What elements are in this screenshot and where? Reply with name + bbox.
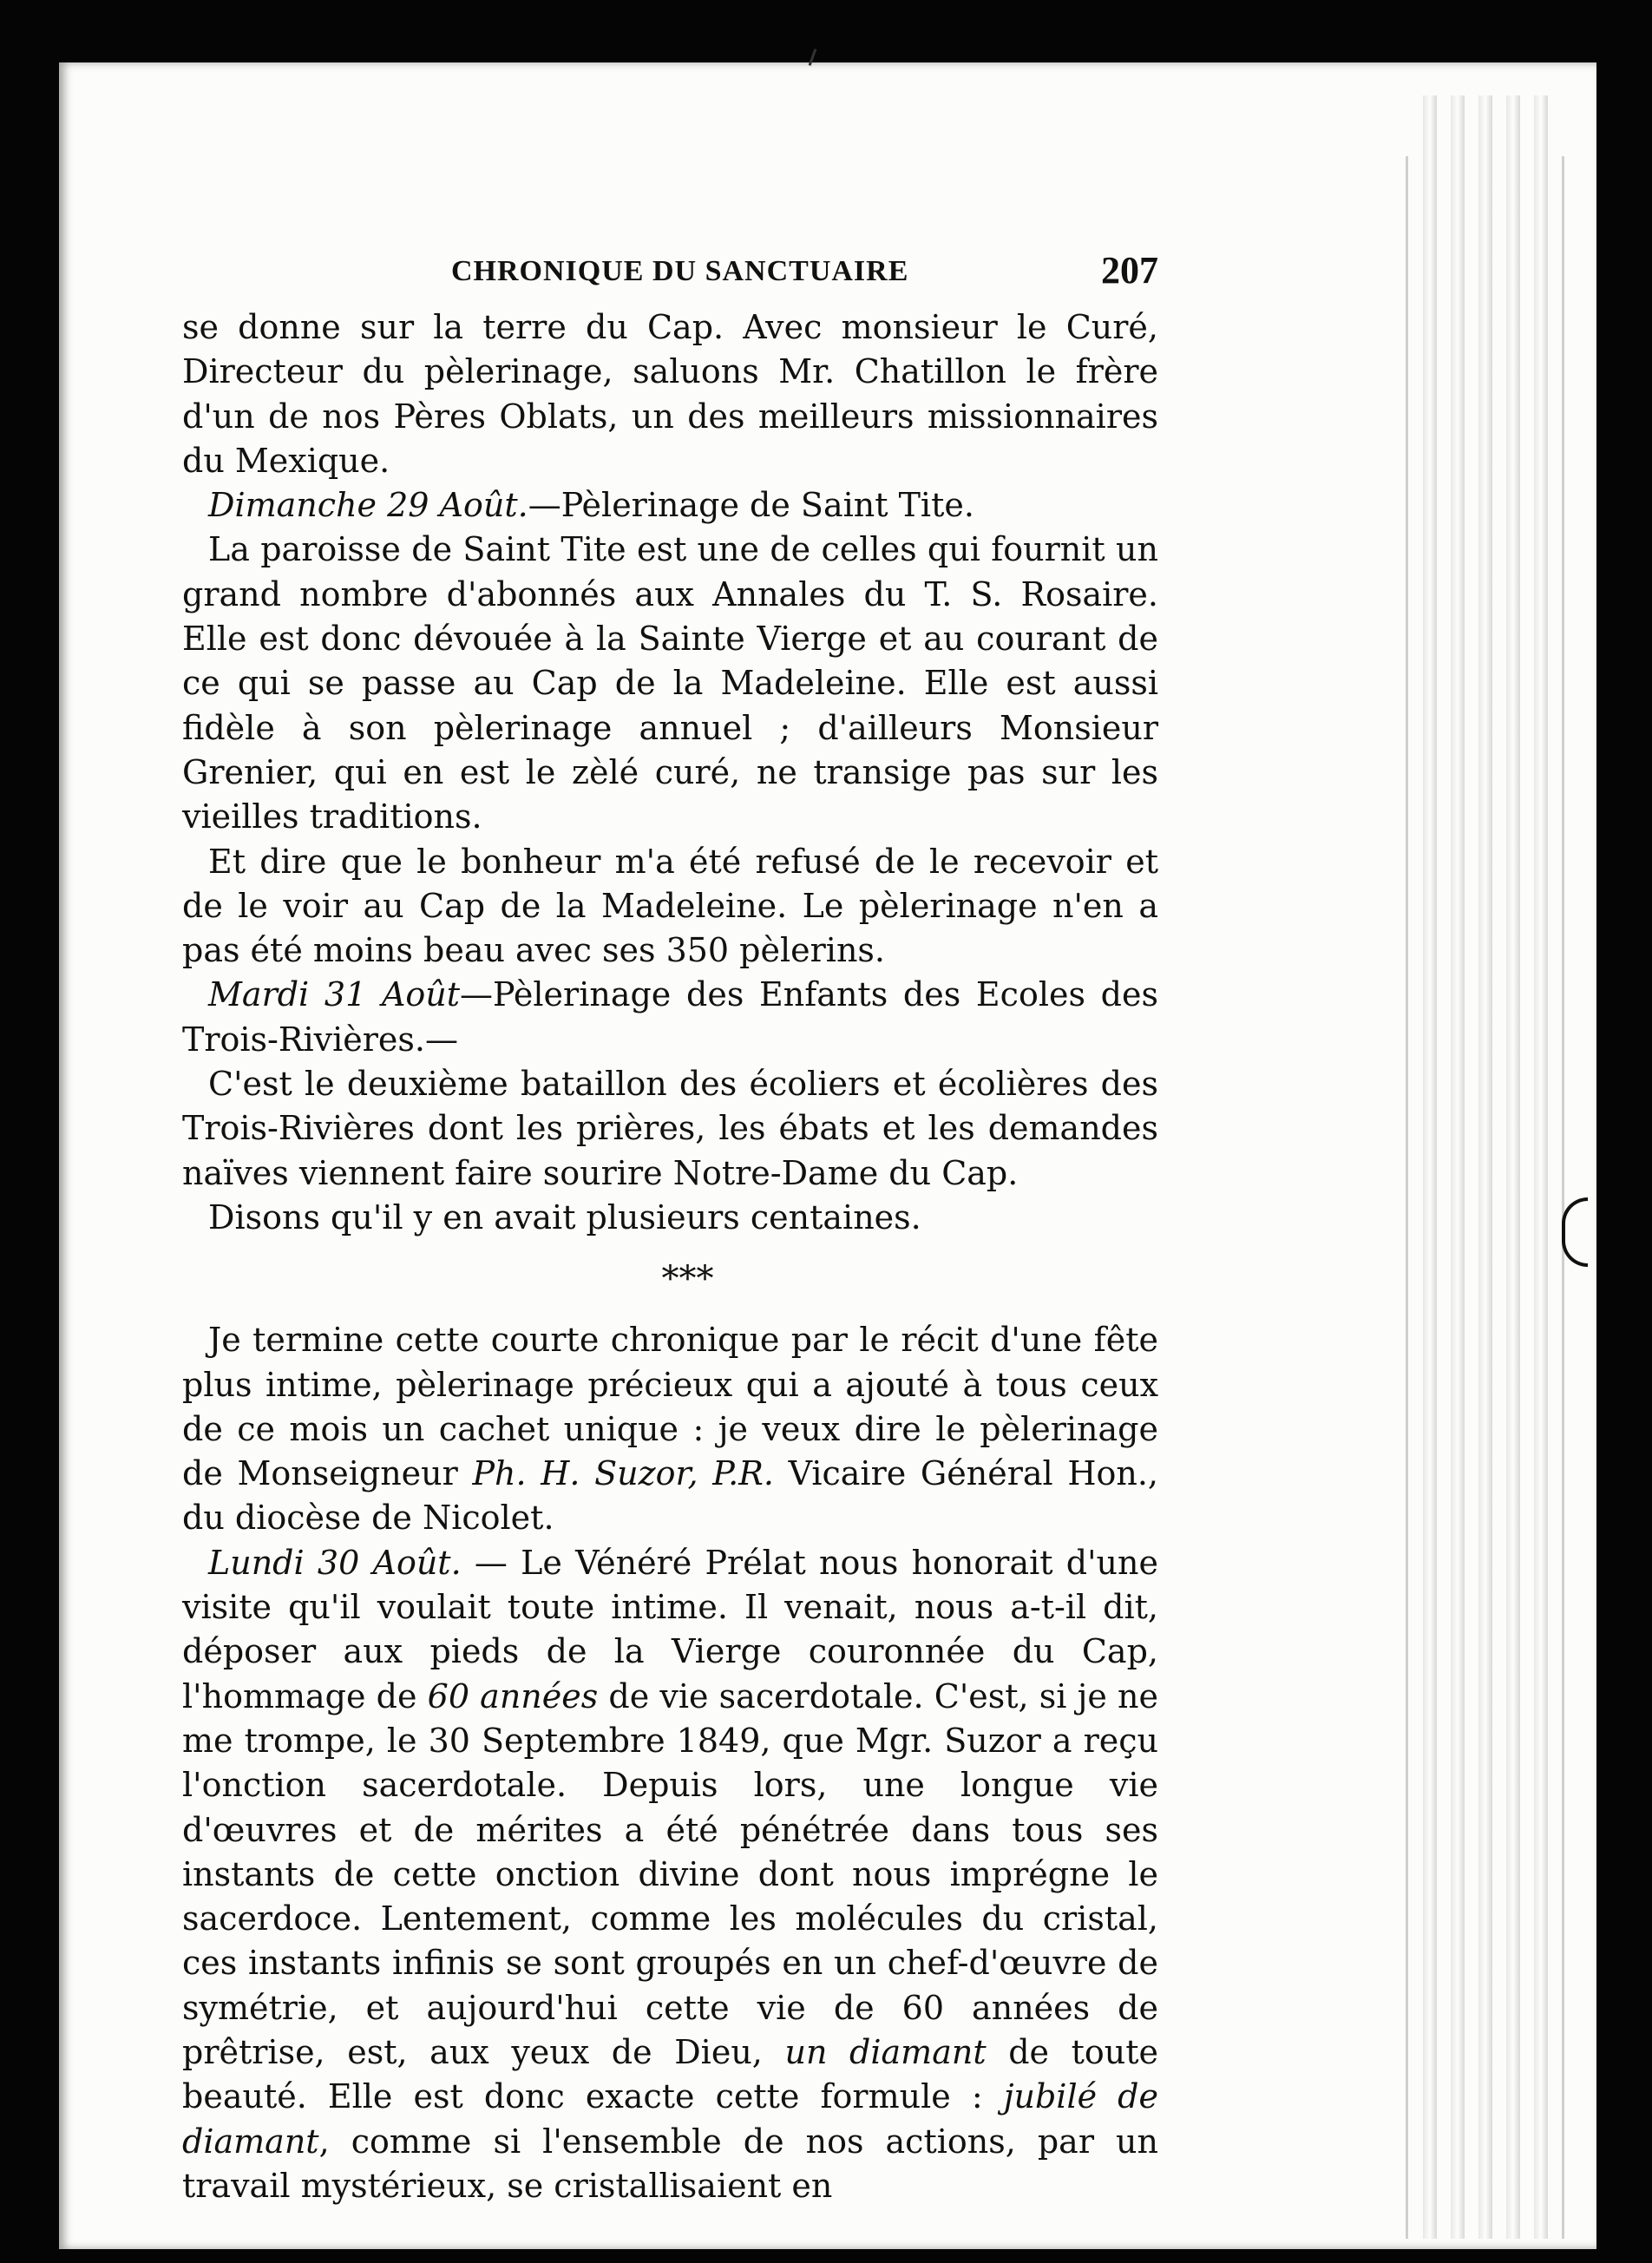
paragraph-text: de vie sacerdotale. C'est, si je ne me trompe, le 30 Septembre 1849, que Mgr. Suzor a reçu l'onction sacerdotale. Depuis lors, une longue vie d'œuvres et de mérites a été pénétrée dans tous ses instants de cette onction divine dont nous imprégne le sacerdoce. Lentement, comme les molécules du cristal, ces instants infinis se sont groupés en un chef-d'œuvre de symétrie, et aujourd'hui cette vie de 60 années de prêtrise, est, aux yeux de Dieu, (182, 1676, 1159, 2071)
paragraph (182, 1541, 1158, 2208)
paragraph-text: —Pèlerinage de Saint Tite. (528, 486, 974, 525)
paragraph (182, 1318, 1158, 1540)
paragraph-text: de toute beauté. Elle est donc exacte cette formule : (182, 2032, 1159, 2116)
page-text (182, 236, 1158, 2208)
page-edge-line (1406, 156, 1408, 2239)
page-number: 207 (1101, 249, 1158, 292)
person-name: Ph. H. Suzor, P.R. (472, 1454, 774, 1493)
paragraph (182, 483, 1158, 528)
page-edge (1506, 95, 1520, 2239)
page-edge-line (1562, 156, 1564, 2239)
paragraph: Et dire que le bonheur m'a été refusé de le recevoir et de le voir au Cap de la Madeleine. Le pèlerinage n'en a pas été moins beau avec ses 350 pèlerins. (182, 842, 1158, 970)
running-title: CHRONIQUE DU SANCTUAIRE (451, 255, 909, 287)
page-edge (1423, 95, 1437, 2239)
date-heading: Mardi 31 Août (208, 975, 461, 1014)
page-edge (1478, 95, 1492, 2239)
running-head (182, 236, 1158, 305)
paragraph-text: —Pèlerinage des Enfants des Ecoles des Trois-Rivières.— (182, 975, 1158, 1059)
page-edge (1534, 95, 1548, 2239)
paragraph (182, 973, 1158, 1062)
date-heading: Dimanche 29 Août. (208, 486, 528, 525)
emphasis: un diamant (784, 2032, 987, 2071)
paragraph-text: , comme si l'ensemble de nos actions, par un travail mystérieux, se cristallisaient en (182, 2122, 1158, 2205)
paragraph-text: — Le Vénéré Prélat nous honorait d'une visite qu'il voulait toute intime. Il venait, nous a-t-il dit, déposer aux pieds de la Vierge couronnée du Cap, l'hommage de (182, 1543, 1158, 1715)
paragraph: La paroisse de Saint Tite est une de celles qui fournit un grand nombre d'abonnés aux Annales du T. S. Rosaire. Elle est donc dévouée à la Sainte Vierge et au courant de ce qui se passe au Cap de la Madeleine. Elle est aussi fidèle à son pèlerinage annuel ; d'ailleurs Monsieur Grenier, qui en est le zèlé curé, ne transige pas sur les vieilles traditions. (182, 530, 1158, 836)
paragraph-text: Vicaire Général Hon., du diocèse de Nicolet. (182, 1454, 1158, 1538)
emphasis: jubilé de diamant (182, 2077, 1158, 2161)
paragraph: Disons qu'il y en avait plusieurs centaines. (208, 1197, 921, 1236)
section-asterism: *** (661, 1259, 714, 1300)
paragraph: C'est le deuxième bataillon des écoliers et écolières des Trois-Rivières dont les prières, les ébats et les demandes naïves viennent faire sourire Notre-Dame du Cap. (182, 1065, 1158, 1192)
page-edge (1451, 95, 1465, 2239)
emphasis: 60 années (427, 1676, 599, 1715)
paragraph: se donne sur la terre du Cap. Avec monsieur le Curé, Directeur du pèlerinage, saluons Mr. Chatillon le frère d'un de nos Pères Oblats, un des meilleurs missionnaires du Mexique. (182, 308, 1158, 480)
date-heading: Lundi 30 Août. (208, 1543, 462, 1582)
paragraph-text: Je termine cette courte chronique par le récit d'une fête plus intime, pèlerinage précieux qui a ajouté à tous ceux de ce mois un cachet unique : je veux dire le pèlerinage de Monseigneur (182, 1321, 1158, 1493)
